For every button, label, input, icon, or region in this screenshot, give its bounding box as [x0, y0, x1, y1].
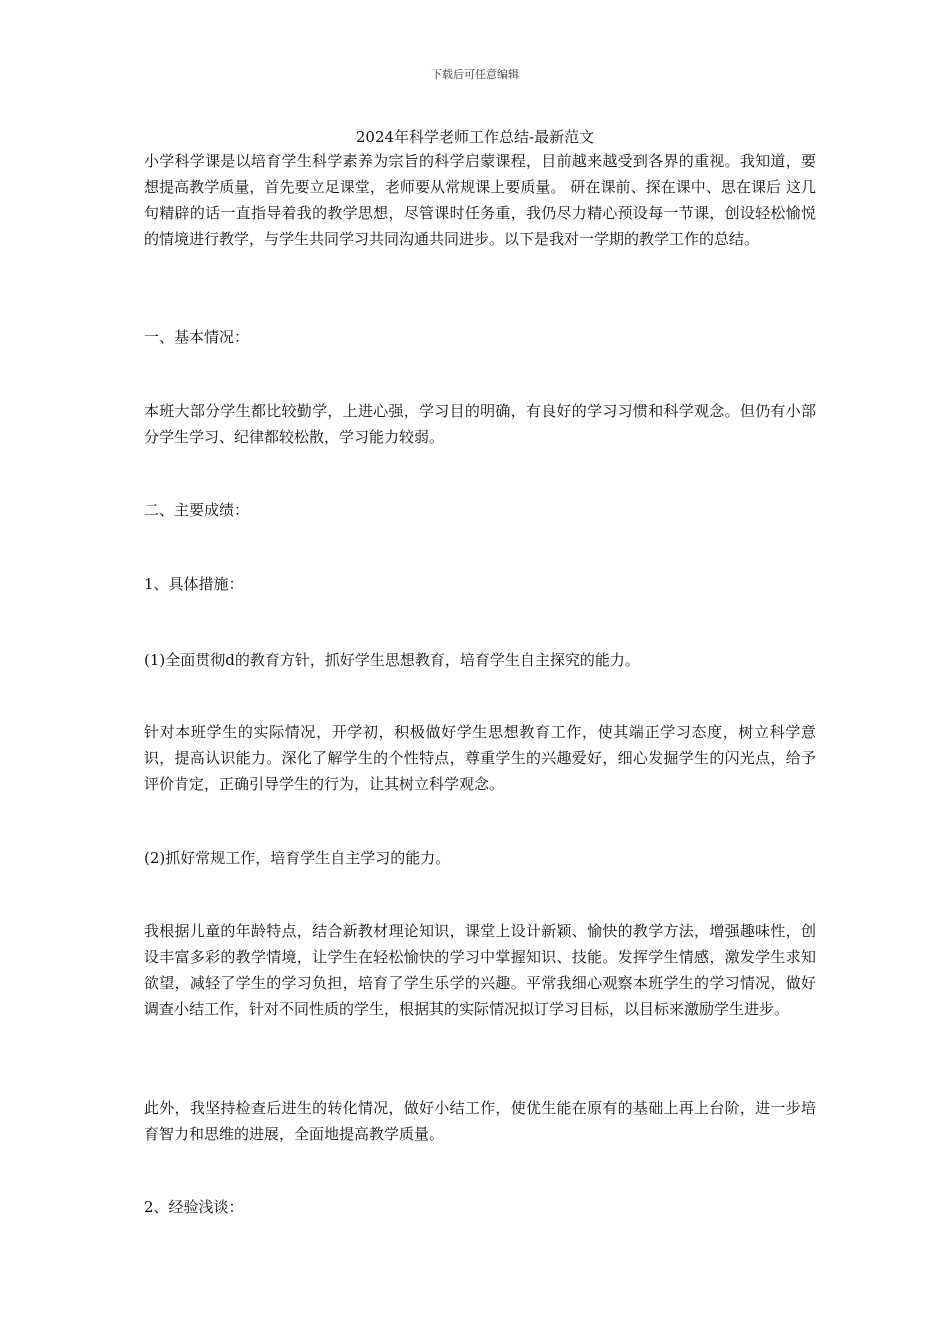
- section-heading-main-achievements: 二、主要成绩：: [144, 501, 250, 519]
- subheading-specific-measures: 1、具体措施：: [144, 575, 244, 593]
- measure-2-heading: (2)抓好常规工作，培育学生自主学习的能力。: [144, 849, 451, 867]
- document-title: 2024年科学老师工作总结-最新范文: [355, 128, 595, 146]
- page-header-note: 下载后可任意编辑: [431, 68, 519, 81]
- intro-paragraph: 小学科学课是以培育学生科学素养为宗旨的科学启蒙课程，目前越来越受到各界的重视。我知道，要想提高教学质量，首先要立足课堂，老师要从常规课上要质量。 研在课前、探在课中、思在课后 这几句精辟的话一直指导着我的教学思想，尽管课时任务重，我仍尽力精心预设每一节课，创设轻松愉悦的情境进行教学，与学生共同学习共同沟通共同进步。以下是我对一学期的教学工作的总结。: [144, 152, 816, 248]
- measure-1-paragraph: 针对本班学生的实际情况，开学初，积极做好学生思想教育工作，使其端正学习态度，树立科学意识，提高认识能力。深化了解学生的个性特点，尊重学生的兴趣爱好，细心发掘学生的闪光点，给予评价肯定，正确引导学生的行为，让其树立科学观念。: [144, 723, 816, 793]
- subheading-experience: 2、经验浅谈：: [144, 1198, 244, 1216]
- measure-2-paragraph: 我根据儿童的年龄特点，结合新教材理论知识，课堂上设计新颖、愉快的教学方法，增强趣味性，创设丰富多彩的教学情境，让学生在轻松愉快的学习中掌握知识、技能。发挥学生情感，激发学生求知欲望，减轻了学生的学习负担，培育了学生乐学的兴趣。平常我细心观察本班学生的学习情况，做好调查小结工作，针对不同性质的学生，根据其的实际情况拟订学习目标，以目标来激励学生进步。: [144, 922, 816, 1018]
- measure-1-heading: (1)全面贯彻d的教育方针，抓好学生思想教育，培育学生自主探究的能力。: [144, 651, 640, 669]
- additional-paragraph: 此外，我坚持检查后进生的转化情况，做好小结工作，使优生能在原有的基础上再上台阶，进一步培育智力和思维的进展，全面地提高教学质量。: [144, 1099, 816, 1143]
- basic-situation-paragraph: 本班大部分学生都比较勤学，上进心强，学习目的明确，有良好的学习习惯和科学观念。但仍有小部分学生学习、纪律都较松散，学习能力较弱。: [144, 402, 816, 446]
- section-heading-basic-situation: 一、基本情况：: [144, 328, 250, 346]
